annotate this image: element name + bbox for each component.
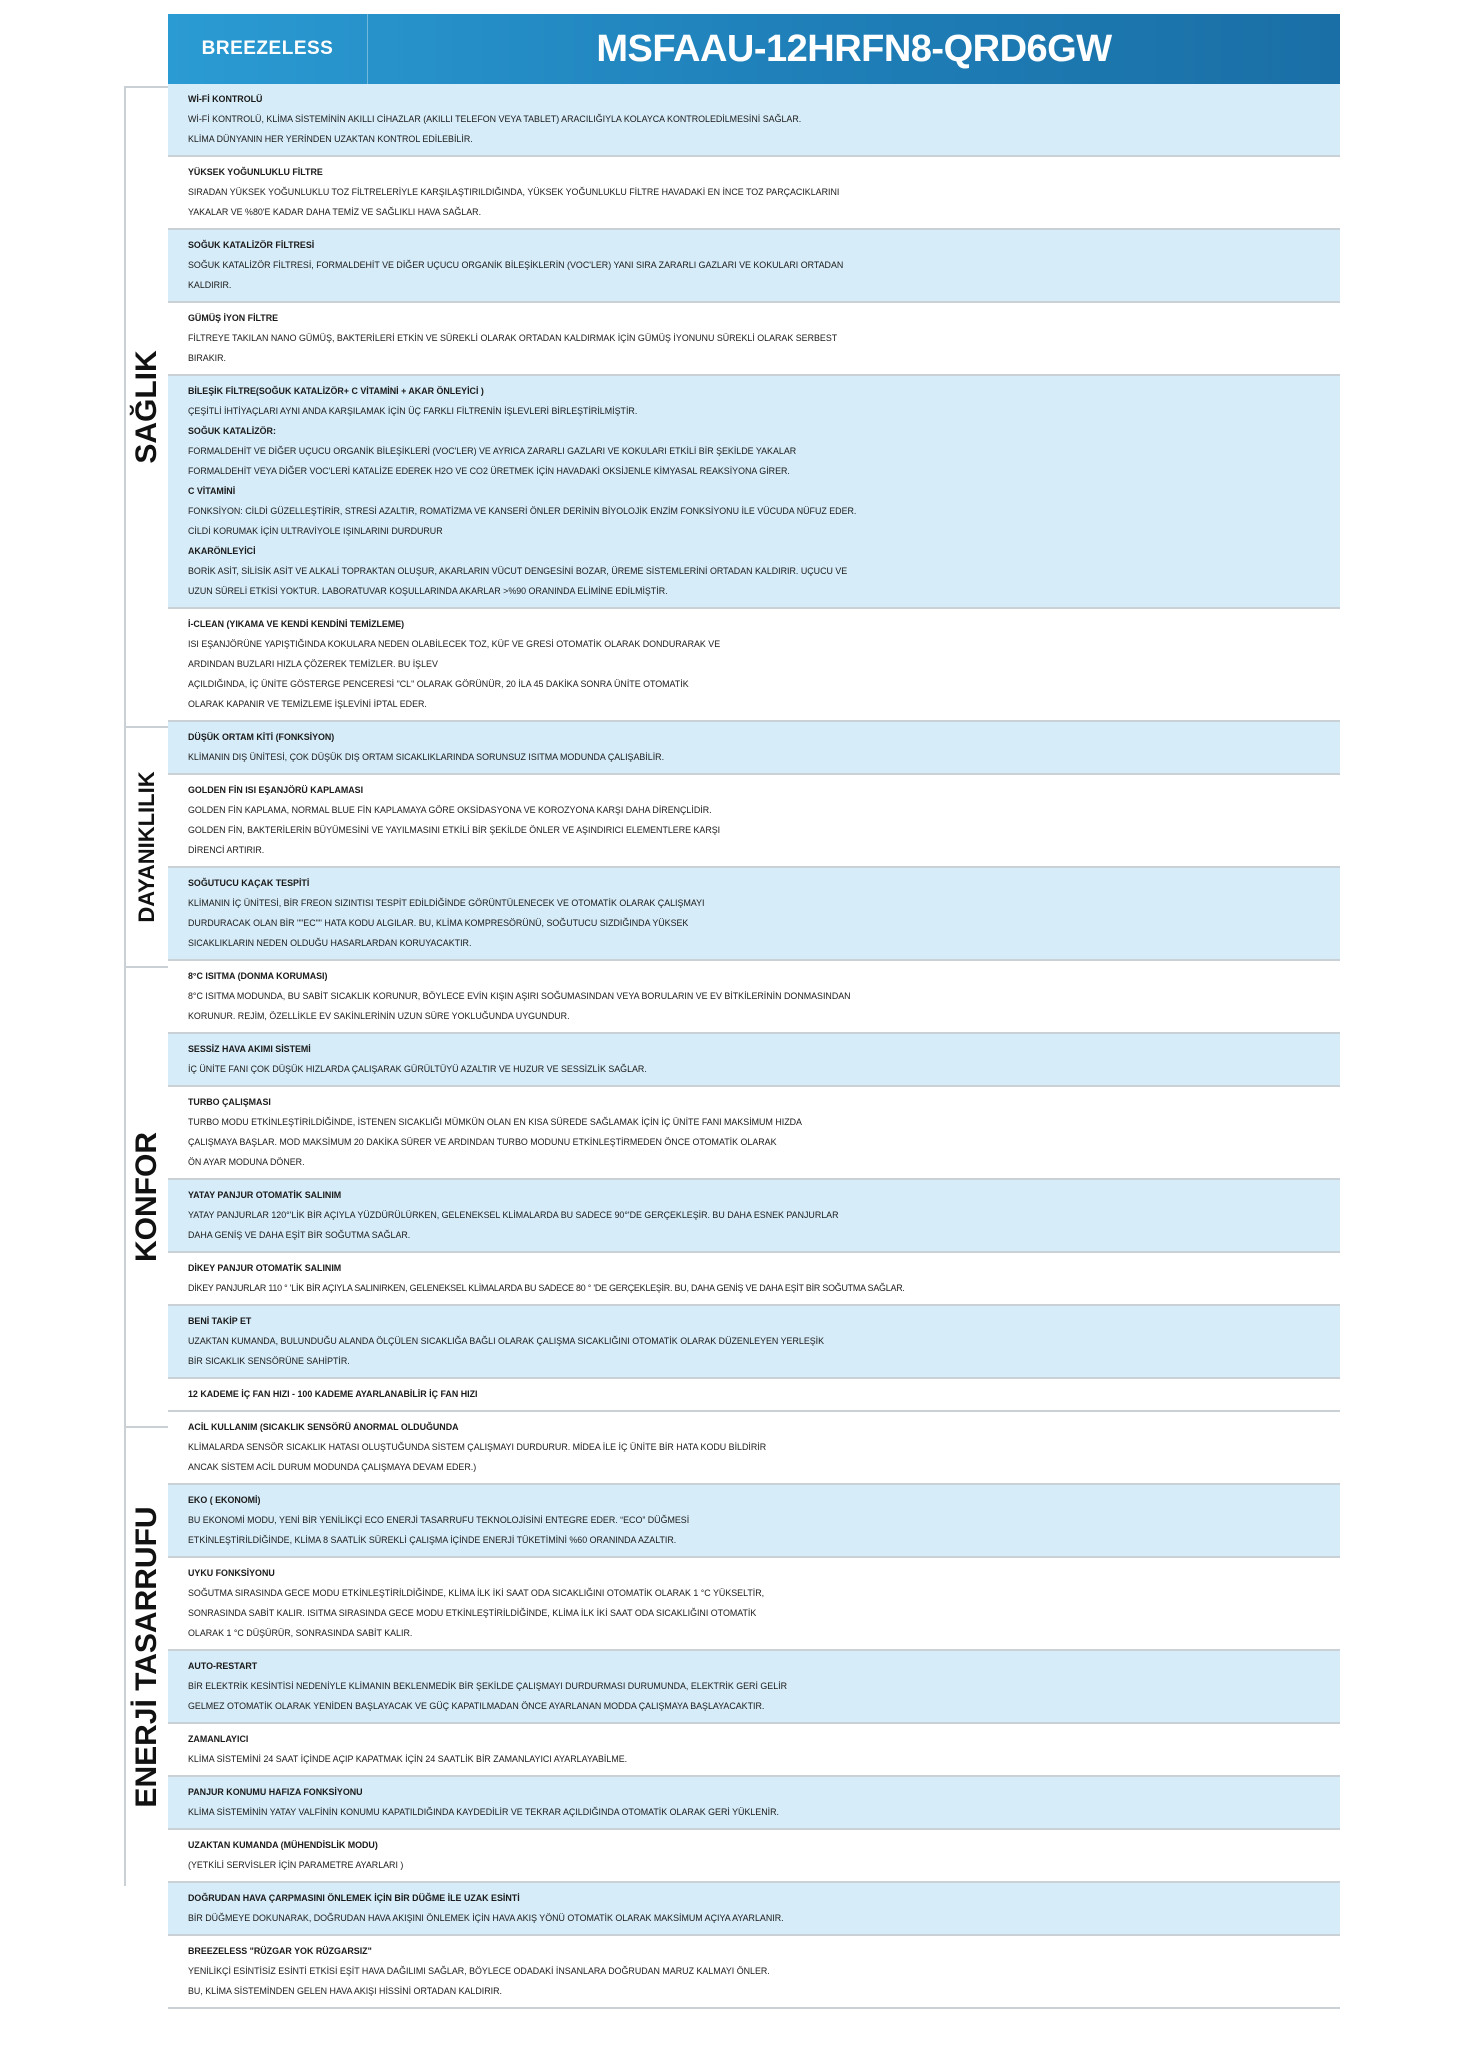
feature-table bbox=[168, 84, 1340, 2009]
feature-title: İ-CLEAN (YIKAMA VE KENDİ KENDİNİ TEMİZLEME) bbox=[188, 619, 405, 629]
spec-header bbox=[168, 14, 1340, 84]
feature-description-line: BU EKONOMİ MODU, YENİ BİR YENİLİKÇİ ECO ENERJİ TASARRUFU TEKNOLOJİSİNİ ENTEGRE EDER. “ECO” DÜĞMESİ bbox=[188, 1515, 690, 1525]
feature-description-line: SICAKLIKLARIN NEDEN OLDUĞU HASARLARDAN KORUYACAKTIR. bbox=[188, 938, 472, 948]
feature-title: ZAMANLAYICI bbox=[188, 1734, 249, 1744]
category-health bbox=[124, 86, 168, 726]
feature-description-line: GOLDEN FİN, BAKTERİLERİN BÜYÜMESİNİ VE YAYILMASINI ETKİLİ BİR ŞEKİLDE ÖNLER VE AŞINDIRICI ELEMENTLERE KARŞI bbox=[188, 825, 721, 835]
feature-description-line: TURBO MODU ETKİNLEŞTİRİLDİĞİNDE, İSTENEN SICAKLIĞI MÜMKÜN OLAN EN KISA SÜREDE SAĞLAMAK İÇİN İÇ ÜNİTE FANI MAKSİMUM HIZDA bbox=[188, 1117, 802, 1127]
feature-row bbox=[168, 1412, 1340, 1485]
feature-title: GOLDEN FİN ISI EŞANJÖRÜ KAPLAMASI bbox=[188, 785, 364, 795]
feature-description-line: BU, KLİMA SİSTEMİNDEN GELEN HAVA AKIŞI HİSSİNİ ORTADAN KALDIRIR. bbox=[188, 1986, 502, 1996]
feature-description-line: BİR DÜĞMEYE DOKUNARAK, DOĞRUDAN HAVA AKIŞINI ÖNLEMEK İÇİN HAVA AKIŞ YÖNÜ OTOMATİK OLARAK MAKSİMUM AÇIYA AYARLANIR. bbox=[188, 1913, 784, 1923]
feature-description-line: YATAY PANJURLAR 120°'LİK BİR AÇIYLA YÜZDÜRÜLÜRKEN, GELENEKSEL KLİMALARDA BU SADECE 90°'DE GERÇEKLEŞİR. BU DAHA ESNEK PANJURLAR bbox=[188, 1210, 839, 1220]
feature-title: DÜŞÜK ORTAM KİTİ (FONKSİYON) bbox=[188, 732, 335, 742]
feature-row bbox=[168, 961, 1340, 1034]
feature-title: DOĞRUDAN HAVA ÇARPMASINI ÖNLEMEK İÇİN BİR DÜĞME İLE UZAK ESİNTİ bbox=[188, 1893, 520, 1903]
feature-description-line: UZUN SÜRELİ ETKİSİ YOKTUR. LABORATUVAR KOŞULLARINDA AKARLAR >%90 ORANINDA ELİMİNE EDİLMİŞTİR. bbox=[188, 586, 668, 596]
feature-description-line: KLİMA SİSTEMİNİN YATAY VALFİNİN KONUMU KAPATILDIĞINDA KAYDEDİLİR VE TEKRAR AÇILDIĞINDA OTOMATİK OLARAK GERİ YÜKLENİR. bbox=[188, 1807, 779, 1817]
feature-row bbox=[168, 775, 1340, 868]
feature-row bbox=[168, 868, 1340, 961]
feature-title: PANJUR KONUMU HAFIZA FONKSİYONU bbox=[188, 1787, 363, 1797]
feature-row bbox=[168, 1379, 1340, 1412]
feature-description-line: ANCAK SİSTEM ACİL DURUM MODUNDA ÇALIŞMAYA DEVAM EDER.) bbox=[188, 1462, 477, 1472]
feature-description-line: YENİLİKÇİ ESİNTİSİZ ESİNTİ ETKİSİ EŞİT HAVA DAĞILIMI SAĞLAR, BÖYLECE ODADAKİ İNSANLARA DOĞRUDAN MARUZ KALMAYI ÖNLER. bbox=[188, 1966, 770, 1976]
feature-description-line: OLARAK KAPANIR VE TEMİZLEME İŞLEVİNİ İPTAL EDER. bbox=[188, 699, 427, 709]
feature-description-line: ARDINDAN BUZLARI HIZLA ÇÖZEREK TEMİZLER. BU İŞLEV bbox=[188, 659, 438, 669]
feature-description-line: KLİMANIN DIŞ ÜNİTESİ, ÇOK DÜŞÜK DIŞ ORTAM SICAKLIKLARINDA SORUNSUZ ISITMA MODUNDA ÇALIŞABİLİR. bbox=[188, 752, 665, 762]
feature-title: Wİ-Fİ KONTROLÜ bbox=[188, 94, 263, 104]
feature-description-line: DAHA GENİŞ VE DAHA EŞİT BİR SOĞUTMA SAĞLAR. bbox=[188, 1230, 411, 1240]
feature-title: EKO ( EKONOMİ) bbox=[188, 1495, 261, 1505]
feature-row bbox=[168, 1180, 1340, 1253]
feature-description-line: Wİ-Fİ KONTROLÜ, KLİMA SİSTEMİNİN AKILLI CİHAZLAR (AKILLI TELEFON VEYA TABLET) ARACILIĞIYLA KOLAYCA KONTROLEDİLMESİNİ SAĞLAR. bbox=[188, 114, 802, 124]
feature-description-line: SONRASINDA SABİT KALIR. ISITMA SIRASINDA GECE MODU ETKİNLEŞTİRİLDİĞİNDE, KLİMA İLK İKİ SAAT ODA SICAKLIĞINI OTOMATİK bbox=[188, 1608, 757, 1618]
feature-row bbox=[168, 609, 1340, 722]
feature-description-line: KALDIRIR. bbox=[188, 280, 232, 290]
feature-description-line: ISI EŞANJÖRÜNE YAPIŞTIĞINDA KOKULARA NEDEN OLABİLECEK TOZ, KÜF VE GRESİ OTOMATİK OLARAK DONDURARAK VE bbox=[188, 639, 721, 649]
feature-subheading: AKARÖNLEYİCİ bbox=[188, 546, 256, 556]
feature-row bbox=[168, 230, 1340, 303]
feature-title: 8°C ISITMA (DONMA KORUMASI) bbox=[188, 971, 328, 981]
feature-row bbox=[168, 1651, 1340, 1724]
feature-description-line: AÇILDIĞINDA, İÇ ÜNİTE GÖSTERGE PENCERESİ "CL" OLARAK GÖRÜNÜR, 20 İLA 45 DAKİKA SONRA ÜNİTE OTOMATİK bbox=[188, 679, 689, 689]
feature-description-line: GOLDEN FİN KAPLAMA, NORMAL BLUE FİN KAPLAMAYA GÖRE OKSİDASYONA VE KOROZYONA KARŞI DAHA DİRENÇLİDİR. bbox=[188, 805, 712, 815]
feature-description-line: BİR ELEKTRİK KESİNTİSİ NEDENİYLE KLİMANIN BEKLENMEDİK BİR ŞEKİLDE ÇALIŞMAYI DURDURMASI DURUMUNDA, ELEKTRİK GERİ GELİR bbox=[188, 1681, 788, 1691]
feature-description-line: FORMALDEHİT VE DİĞER UÇUCU ORGANİK BİLEŞİKLERİ (VOC'LER) VE AYRICA ZARARLI GAZLARI VE KOKULARI ETKİLİ BİR ŞEKİLDE YAKALAR bbox=[188, 446, 797, 456]
feature-description-line: SOĞUK KATALİZÖR FİLTRESİ, FORMALDEHİT VE DİĞER UÇUCU ORGANİK BİLEŞİKLERİN (VOC'LER) YANI SIRA ZARARLI GAZLARI VE KOKULARI ORTADAN bbox=[188, 260, 844, 270]
feature-title: UZAKTAN KUMANDA (MÜHENDİSLİK MODU) bbox=[188, 1840, 378, 1850]
feature-row bbox=[168, 1724, 1340, 1777]
feature-description-line: SOĞUTMA SIRASINDA GECE MODU ETKİNLEŞTİRİLDİĞİNDE, KLİMA İLK İKİ SAAT ODA SICAKLIĞINI OTOMATİK OLARAK 1 °C YÜKSELTİR, bbox=[188, 1588, 765, 1598]
feature-description-line: BIRAKIR. bbox=[188, 353, 226, 363]
feature-description-line: ÇALIŞMAYA BAŞLAR. MOD MAKSİMUM 20 DAKİKA SÜRER VE ARDINDAN TURBO MODUNU ETKİNLEŞTİRMEDEN ÖNCE OTOMATİK OLARAK bbox=[188, 1137, 777, 1147]
feature-row bbox=[168, 1558, 1340, 1651]
feature-row bbox=[168, 1936, 1340, 2009]
feature-title: SESSİZ HAVA AKIMI SİSTEMİ bbox=[188, 1044, 311, 1054]
feature-description-line: BORİK ASİT, SİLİSİK ASİT VE ALKALİ TOPRAKTAN OLUŞUR, AKARLARIN VÜCUT DENGESİNİ BOZAR, ÜREME SİSTEMLERİNİ ORTADAN KALDIRIR. UÇUCU VE bbox=[188, 566, 848, 576]
category-comfort bbox=[124, 966, 168, 1426]
category-energy-saving bbox=[124, 1426, 168, 1886]
feature-description-line: DİKEY PANJURLAR 110 ° 'LİK BİR AÇIYLA SALINIRKEN, GELENEKSEL KLİMALARDA BU SADECE 80 ° 'DE GERÇEKLEŞİR. BU, DAHA GENİŞ VE DAHA EŞİT BİR SOĞUTMA SAĞLAR. bbox=[188, 1283, 905, 1293]
feature-title: BENİ TAKİP ET bbox=[188, 1316, 252, 1326]
feature-title: TURBO ÇALIŞMASI bbox=[188, 1097, 271, 1107]
feature-description-line: ETKİNLEŞTİRİLDİĞİNDE, KLİMA 8 SAATLİK SÜREKLİ ÇALIŞMA İÇİNDE ENERJİ TÜKETİMİNİ %60 ORANINDA AZALTIR. bbox=[188, 1535, 677, 1545]
feature-row bbox=[168, 157, 1340, 230]
feature-row bbox=[168, 1777, 1340, 1830]
category-label: ENERJİ TASARRUFU bbox=[130, 1506, 163, 1808]
feature-description-line: YAKALAR VE %80'E KADAR DAHA TEMİZ VE SAĞLIKLI HAVA SAĞLAR. bbox=[188, 207, 482, 217]
feature-title: GÜMÜŞ İYON FİLTRE bbox=[188, 313, 279, 323]
feature-description-line: SIRADAN YÜKSEK YOĞUNLUKLU TOZ FİLTRELERİYLE KARŞILAŞTIRILDIĞINDA, YÜKSEK YOĞUNLUKLU FİLTRE HAVADAKİ EN İNCE TOZ PARÇACIKLARINI bbox=[188, 187, 840, 197]
feature-row bbox=[168, 1087, 1340, 1180]
feature-title: SOĞUK KATALİZÖR FİLTRESİ bbox=[188, 240, 315, 250]
feature-row bbox=[168, 1485, 1340, 1558]
feature-subheading: C VİTAMİNİ bbox=[188, 486, 236, 496]
feature-row bbox=[168, 84, 1340, 157]
feature-description-line: FONKSİYON: CİLDİ GÜZELLEŞTİRİR, STRESİ AZALTIR, ROMATİZMA VE KANSERİ ÖNLER DERİNİN BİYOLOJİK ENZİM FONKSİYONU İLE VÜCUDA NÜFUZ EDER. bbox=[188, 506, 857, 516]
feature-description-line: İÇ ÜNİTE FANI ÇOK DÜŞÜK HIZLARDA ÇALIŞARAK GÜRÜLTÜYÜ AZALTIR VE HUZUR VE SESSİZLİK SAĞLAR. bbox=[188, 1064, 647, 1074]
feature-description-line: FİLTREYE TAKILAN NANO GÜMÜŞ, BAKTERİLERİ ETKİN VE SÜREKLİ OLARAK ORTADAN KALDIRMAK İÇİN GÜMÜŞ İYONUNU SÜREKLİ OLARAK SERBEST bbox=[188, 333, 838, 343]
feature-description-line: BİR SICAKLIK SENSÖRÜNE SAHİPTİR. bbox=[188, 1356, 350, 1366]
feature-description-line: KLİMANIN İÇ ÜNİTESİ, BİR FREON SIZINTISI TESPİT EDİLDİĞİNDE GÖRÜNTÜLENECEK VE OTOMATİK OLARAK ÇALIŞMAYI bbox=[188, 898, 705, 908]
feature-description-line: DİRENCİ ARTIRIR. bbox=[188, 845, 265, 855]
feature-title: AUTO-RESTART bbox=[188, 1661, 258, 1671]
feature-subheading: SOĞUK KATALİZÖR: bbox=[188, 426, 276, 436]
feature-row bbox=[168, 1830, 1340, 1883]
category-durability bbox=[124, 726, 168, 966]
feature-title: 12 KADEME İÇ FAN HIZI - 100 KADEME AYARLANABİLİR İÇ FAN HIZI bbox=[188, 1389, 478, 1399]
feature-title: BİLEŞİK FİLTRE(SOĞUK KATALİZÖR+ C VİTAMİNİ + AKAR ÖNLEYİCİ ) bbox=[188, 386, 484, 396]
model-title: MSFAAU-12HRFN8-QRD6GW bbox=[596, 27, 1112, 70]
category-label: SAĞLIK bbox=[130, 350, 163, 464]
feature-title: DİKEY PANJUR OTOMATİK SALINIM bbox=[188, 1263, 342, 1273]
feature-row bbox=[168, 376, 1340, 609]
category-label: DAYANIKLILIK bbox=[134, 771, 159, 923]
feature-description-line: (YETKİLİ SERVİSLER İÇİN PARAMETRE AYARLARI ) bbox=[188, 1860, 404, 1870]
feature-title: UYKU FONKSİYONU bbox=[188, 1568, 275, 1578]
feature-row bbox=[168, 303, 1340, 376]
feature-description-line: CİLDİ KORUMAK İÇİN ULTRAVİYOLE IŞINLARINI DURDURUR bbox=[188, 526, 443, 536]
feature-description-line: KLİMA SİSTEMİNİ 24 SAAT İÇİNDE AÇIP KAPATMAK İÇİN 24 SAATLİK BİR ZAMANLAYICI AYARLAYABİLME. bbox=[188, 1754, 628, 1764]
feature-title: BREEZELESS "RÜZGAR YOK RÜZGARSIZ" bbox=[188, 1946, 372, 1956]
feature-description-line: KLİMA DÜNYANIN HER YERİNDEN UZAKTAN KONTROL EDİLEBİLİR. bbox=[188, 134, 473, 144]
feature-description-line: KORUNUR. REJİM, ÖZELLİKLE EV SAKİNLERİNİN UZUN SÜRE YOKLUĞUNDA UYGUNDUR. bbox=[188, 1011, 570, 1021]
feature-description-line: OLARAK 1 °C DÜŞÜRÜR, SONRASINDA SABİT KALIR. bbox=[188, 1628, 413, 1638]
feature-description-line: DURDURACAK OLAN BİR ""EC"" HATA KODU ALGILAR. BU, KLİMA KOMPRESÖRÜNÜ, SOĞUTUCU SIZDIĞINDA YÜKSEK bbox=[188, 918, 689, 928]
feature-title: YATAY PANJUR OTOMATİK SALINIM bbox=[188, 1190, 342, 1200]
feature-description-line: ÇEŞİTLİ İHTİYAÇLARI AYNI ANDA KARŞILAMAK İÇİN ÜÇ FARKLI FİLTRENİN İŞLEVLERİ BİRLEŞTİRİLMİŞTİR. bbox=[188, 406, 638, 416]
feature-row bbox=[168, 1306, 1340, 1379]
feature-title: ACİL KULLANIM (SICAKLIK SENSÖRÜ ANORMAL OLDUĞUNDA bbox=[188, 1422, 459, 1432]
feature-row bbox=[168, 1883, 1340, 1936]
feature-description-line: ÖN AYAR MODUNA DÖNER. bbox=[188, 1157, 305, 1167]
feature-description-line: 8°C ISITMA MODUNDA, BU SABİT SICAKLIK KORUNUR, BÖYLECE EVİN KIŞIN AŞIRI SOĞUMASINDAN VEYA BORULARIN VE EV BİTKİLERİNİN DONMASINDAN bbox=[188, 991, 851, 1001]
category-label: KONFOR bbox=[130, 1132, 163, 1262]
feature-title: SOĞUTUCU KAÇAK TESPİTİ bbox=[188, 878, 310, 888]
feature-row bbox=[168, 1253, 1340, 1306]
feature-row bbox=[168, 1034, 1340, 1087]
brand-label: BREEZELESS bbox=[168, 14, 368, 84]
feature-sheet bbox=[168, 14, 1340, 2009]
feature-row bbox=[168, 722, 1340, 775]
feature-title: YÜKSEK YOĞUNLUKLU FİLTRE bbox=[188, 167, 323, 177]
feature-description-line: KLİMALARDA SENSÖR SICAKLIK HATASI OLUŞTUĞUNDA SİSTEM ÇALIŞMAYI DURDURUR. MİDEA İLE İÇ ÜNİTE BİR HATA KODU BİLDİRİR bbox=[188, 1442, 767, 1452]
feature-description-line: GELMEZ OTOMATİK OLARAK YENİDEN BAŞLAYACAK VE GÜÇ KAPATILMADAN ÖNCE AYARLANAN MODDA ÇALIŞMAYA BAŞLAYACAKTIR. bbox=[188, 1701, 765, 1711]
feature-description-line: FORMALDEHİT VEYA DİĞER VOC'LERİ KATALİZE EDEREK H2O VE CO2 ÜRETMEK İÇİN HAVADAKİ OKSİJENLE KİMYASAL REAKSİYONA GİRER. bbox=[188, 466, 790, 476]
feature-description-line: UZAKTAN KUMANDA, BULUNDUĞU ALANDA ÖLÇÜLEN SICAKLIĞA BAĞLI OLARAK ÇALIŞMA SICAKLIĞINI OTOMATİK OLARAK DÜZENLEYEN YERLEŞİK bbox=[188, 1336, 825, 1346]
